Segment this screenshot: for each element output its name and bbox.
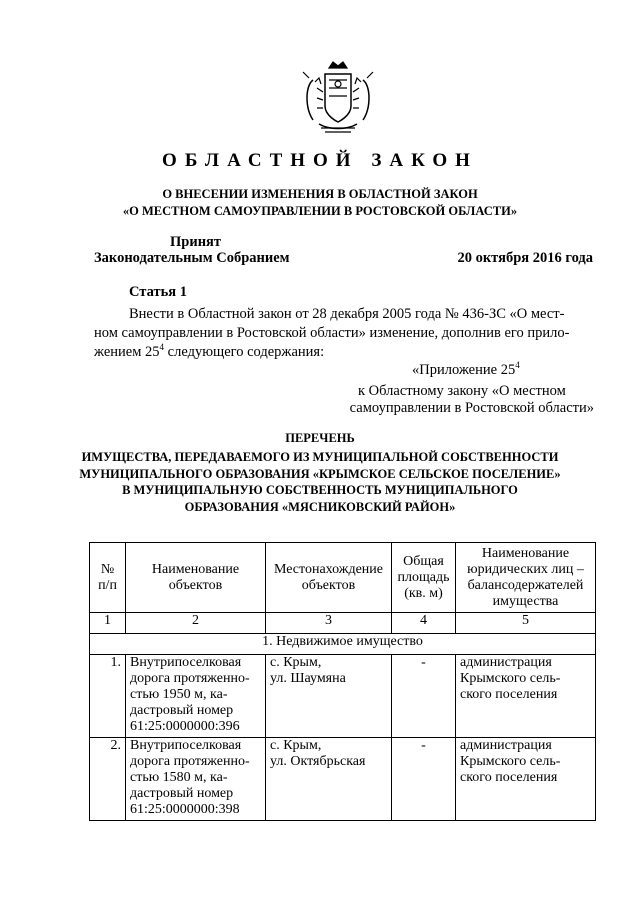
row-location: с. Крым, ул. Октябрьская	[266, 738, 392, 821]
header-name: Наименование объектов	[126, 543, 266, 613]
header-holder: Наименование юридических лиц – балансодержателей имущества	[456, 543, 596, 613]
column-number: 3	[266, 613, 392, 634]
row-holder: администрация Крымского сель- ского поселения	[456, 738, 596, 821]
article-heading: Статья 1	[129, 284, 187, 300]
adoption-date: 20 октября 2016 года	[457, 250, 593, 266]
list-subtitle-line: ИМУЩЕСТВА, ПЕРЕДАВАЕМОГО ИЗ МУНИЦИПАЛЬНОЙ СОБСТВЕННОСТИ	[81, 450, 559, 464]
adopted-by: Законодательным Собранием	[94, 250, 290, 266]
column-number: 2	[126, 613, 266, 634]
row-holder: администрация Крымского сель- ского поселения	[456, 655, 596, 738]
header-location: Местонахождение объектов	[266, 543, 392, 613]
appendix-line: к Областному закону «О местном	[358, 383, 566, 399]
row-num: 2.	[90, 738, 126, 821]
section-title: 1. Недвижимое имущество	[90, 634, 596, 655]
coat-of-arms-emblem	[299, 58, 377, 138]
list-title: ПЕРЕЧЕНЬ	[285, 431, 355, 445]
row-location: с. Крым, ул. Шаумяна	[266, 655, 392, 738]
row-area: -	[392, 738, 456, 821]
adopted-label: Принят	[170, 234, 222, 250]
list-subtitle-line: ОБРАЗОВАНИЯ «МЯСНИКОВСКИЙ РАЙОН»	[184, 499, 456, 514]
row-name: Внутрипоселковая дорога протяженно- стью 1950 м, ка- дастровый номер 61:25:0000000:396	[126, 655, 266, 738]
row-area: -	[392, 655, 456, 738]
list-subtitle	[0, 449, 640, 515]
list-subtitle-line: МУНИЦИПАЛЬНОГО ОБРАЗОВАНИЯ «КРЫМСКОЕ СЕЛЬСКОЕ ПОСЕЛЕНИЕ»	[79, 466, 561, 481]
law-title: ОБЛАСТНОЙ ЗАКОН	[162, 150, 478, 171]
header-num: № п/п	[90, 543, 126, 613]
header-area: Общая площадь (кв. м)	[392, 543, 456, 613]
table-header-row	[90, 543, 596, 613]
row-num: 1.	[90, 655, 126, 738]
subtitle-line: «О МЕСТНОМ САМОУПРАВЛЕНИИ В РОСТОВСКОЙ ОБЛАСТИ»	[122, 204, 518, 218]
appendix-caption	[330, 362, 594, 417]
column-number: 1	[90, 613, 126, 634]
column-number-row	[90, 613, 596, 634]
section-row	[90, 634, 596, 655]
law-subtitle	[0, 186, 640, 220]
column-number: 4	[392, 613, 456, 634]
appendix-line: самоуправлении в Ростовской области»	[349, 400, 594, 416]
article-line: жением $25^4$ следующего содержания:	[94, 342, 325, 360]
list-subtitle-line: В МУНИЦИПАЛЬНУЮ СОБСТВЕННОСТЬ МУНИЦИПАЛЬНОГО	[122, 483, 518, 497]
table-row	[90, 655, 596, 738]
table-row	[90, 738, 596, 821]
property-table	[89, 542, 596, 821]
subtitle-line: О ВНЕСЕНИИ ИЗМЕНЕНИЯ В ОБЛАСТНОЙ ЗАКОН	[162, 187, 478, 201]
row-name: Внутрипоселковая дорога протяженно- стью 1580 м, ка- дастровый номер 61:25:0000000:398	[126, 738, 266, 821]
article-line: Внести в Областной закон от 28 декабря 2005 года № 436-ЗС «О мест-	[129, 306, 565, 322]
article-line: ном самоуправлении в Ростовской области» изменение, дополнив его прило-	[94, 325, 570, 341]
article-text	[94, 305, 594, 362]
appendix-line: «Приложение $25^4$	[412, 360, 520, 378]
column-number: 5	[456, 613, 596, 634]
